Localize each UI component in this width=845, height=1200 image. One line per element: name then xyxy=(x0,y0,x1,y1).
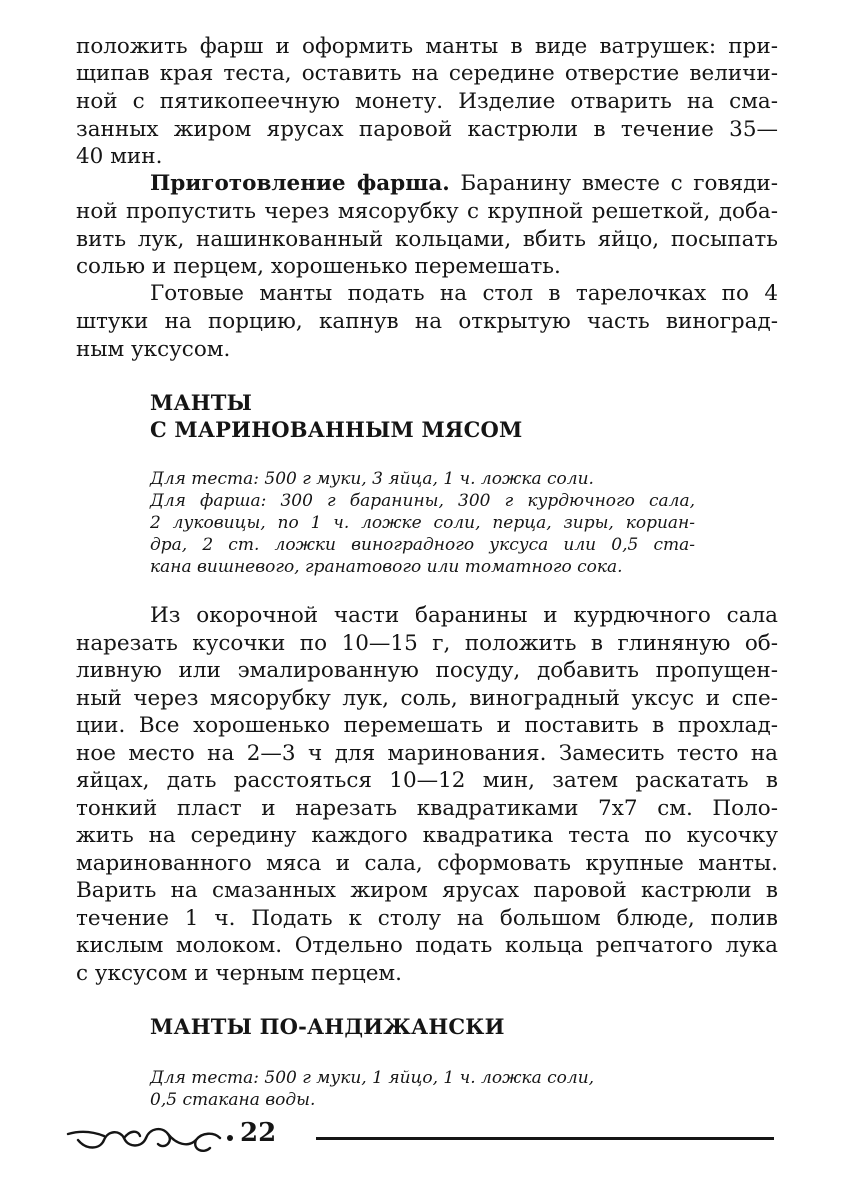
text-line: нарезать кусочки по 10—15 г, положить в глиняную об- xyxy=(76,631,778,656)
page-number: 22 xyxy=(240,1118,277,1148)
recipe-title: МАНТЫ ПО-АНДИЖАНСКИ xyxy=(150,1014,505,1039)
text-line: жить на середину каждого квадратика теста по кусочку xyxy=(76,823,778,848)
text-line: ным уксусом. xyxy=(76,337,231,362)
text-line: ный через мясорубку лук, соль, виноградный уксус и спе- xyxy=(76,686,778,711)
text-line: Варить на смазанных жиром ярусах паровой кастрюли в xyxy=(76,878,778,903)
ingredients-line: дра, 2 ст. ложки виноградного уксуса или 0,5 ста- xyxy=(150,535,695,555)
recipe-title-line2: С МАРИНОВАННЫМ МЯСОМ xyxy=(150,417,523,442)
footer-rule xyxy=(316,1137,774,1140)
text-line xyxy=(150,170,778,197)
text-line: ное место на 2—3 ч для маринования. Замесить тесто на xyxy=(76,741,778,766)
text-line: 40 мин. xyxy=(76,144,163,169)
text-line: штуки на порцию, капнув на открытую часть виноград- xyxy=(76,309,778,334)
text-line: кислым молоком. Отдельно подать кольца репчатого лука xyxy=(76,933,778,958)
text-line: тонкий пласт и нарезать квадратиками 7х7 см. Поло- xyxy=(76,796,778,821)
text-line: солью и перцем, хорошенько перемешать. xyxy=(76,254,561,279)
ingredients-line: Для фарша: 300 г баранины, 300 г курдючного сала, xyxy=(150,491,695,511)
ingredients-line: 2 луковицы, по 1 ч. ложке соли, перца, зиры, кориан- xyxy=(150,513,695,533)
text-line: щипав края теста, оставить на середине отверстие величи- xyxy=(76,61,778,86)
text-line: занных жиром ярусах паровой кастрюли в течение 35— xyxy=(76,117,778,142)
text-line: с уксусом и черным перцем. xyxy=(76,961,402,986)
stuffing-lead: Приготовление фарша. xyxy=(150,171,450,196)
text-line: положить фарш и оформить манты в виде ватрушек: при- xyxy=(76,34,778,59)
text-line: ливную или эмалированную посуду, добавить пропущен- xyxy=(76,658,778,683)
text-line: ной с пятикопеечную монету. Изделие отварить на сма- xyxy=(76,89,778,114)
flourish-ornament-icon xyxy=(64,1120,234,1160)
ingredients-line: 0,5 стакана воды. xyxy=(150,1090,316,1110)
text-line: Из окорочной части баранины и курдючного сала xyxy=(150,603,778,628)
ingredients-line: Для теста: 500 г муки, 3 яйца, 1 ч. ложка соли. xyxy=(150,469,594,489)
text-line: течение 1 ч. Подать к столу на большом блюде, полив xyxy=(76,906,778,931)
stuffing-first-line-rest: Баранину вместе с говяди- xyxy=(449,171,778,196)
ingredients-line: Для теста: 500 г муки, 1 яйцо, 1 ч. ложка соли, xyxy=(150,1068,595,1088)
text-line: вить лук, нашинкованный кольцами, вбить яйцо, посыпать xyxy=(76,227,778,252)
ingredients-line: кана вишневого, гранатового или томатного сока. xyxy=(150,557,623,577)
text-line: маринованного мяса и сала, сформовать крупные манты. xyxy=(76,851,778,876)
recipe-title-line1: МАНТЫ xyxy=(150,390,253,415)
text-line: ции. Все хорошенько перемешать и поставить в прохлад- xyxy=(76,713,778,738)
text-line: Готовые манты подать на стол в тарелочках по 4 xyxy=(150,281,778,306)
text-line: ной пропустить через мясорубку с крупной решеткой, доба- xyxy=(76,199,778,224)
text-line: яйцах, дать расстояться 10—12 мин, затем раскатать в xyxy=(76,768,778,793)
